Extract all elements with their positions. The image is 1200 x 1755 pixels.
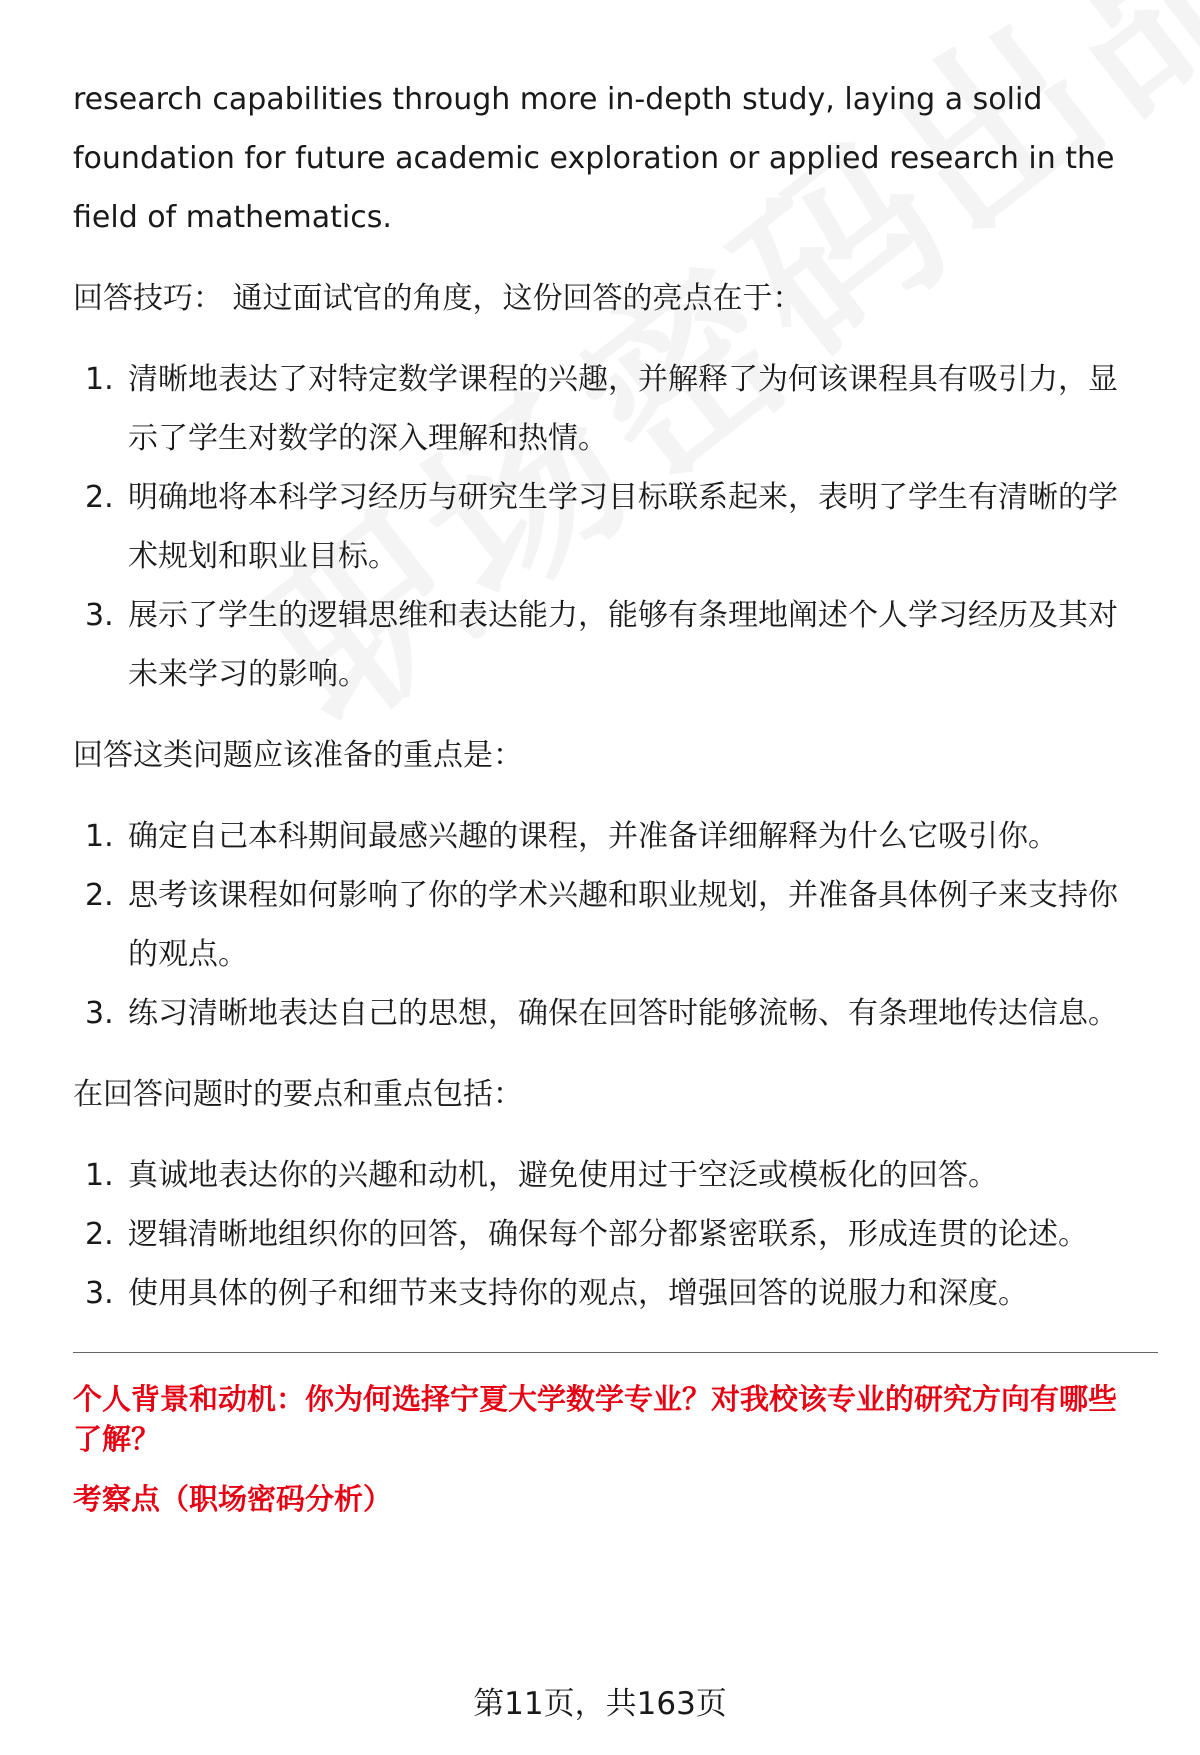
- list-number: 1.: [85, 362, 114, 397]
- list-number: 2.: [85, 1217, 114, 1252]
- section-label-keypoints: 在回答问题时的要点和重点包括：: [73, 1077, 523, 1112]
- list-item: [73, 866, 1143, 984]
- list-item: [73, 468, 1143, 586]
- list-item: [73, 807, 1143, 866]
- list-number: 3.: [85, 996, 114, 1031]
- list-text: 真诚地表达你的兴趣和动机，避免使用过于空泛或模板化的回答。: [128, 1158, 998, 1193]
- list-number: 1.: [85, 1158, 114, 1193]
- list-number: 3.: [85, 1276, 114, 1311]
- list-number: 2.: [85, 878, 114, 913]
- list-item: [73, 350, 1143, 468]
- list-text: 练习清晰地表达自己的思想，确保在回答时能够流畅、有条理地传达信息。: [128, 996, 1118, 1031]
- list-item: [73, 586, 1143, 704]
- list-number: 1.: [85, 819, 114, 854]
- section-divider: [73, 1352, 1158, 1353]
- section-label-prep: 回答这类问题应该准备的重点是：: [73, 738, 523, 773]
- page-number: 第11页，共163页: [473, 1686, 727, 1722]
- list-text: 思考该课程如何影响了你的学术兴趣和职业规划，并准备具体例子来支持你的观点。: [128, 878, 1118, 972]
- analysis-heading: 考察点（职场密码分析）: [73, 1482, 393, 1516]
- list-text: 逻辑清晰地组织你的回答，确保每个部分都紧密联系，形成连贯的论述。: [128, 1217, 1088, 1252]
- section-label-tips: 回答技巧： 通过面试官的角度，这份回答的亮点在于：: [73, 281, 803, 316]
- list-item: [73, 1146, 1143, 1205]
- list-item: [73, 1205, 1143, 1264]
- next-question-title: 个人背景和动机：你为何选择宁夏大学数学专业？对我校该专业的研究方向有哪些了解？: [73, 1382, 1118, 1456]
- tips-list: [73, 350, 1143, 704]
- list-text: 展示了学生的逻辑思维和表达能力，能够有条理地阐述个人学习经历及其对未来学习的影响。: [128, 598, 1118, 692]
- list-number: 2.: [85, 480, 114, 515]
- list-item: [73, 1264, 1143, 1323]
- page-content: [73, 70, 1143, 1519]
- list-text: 使用具体的例子和细节来支持你的观点，增强回答的说服力和深度。: [128, 1276, 1028, 1311]
- keypoints-list: [73, 1146, 1143, 1323]
- list-text: 确定自己本科期间最感兴趣的课程，并准备详细解释为什么它吸引你。: [128, 819, 1058, 854]
- list-text: 明确地将本科学习经历与研究生学习目标联系起来，表明了学生有清晰的学术规划和职业目标。: [128, 480, 1118, 574]
- list-text: 清晰地表达了对特定数学课程的兴趣，并解释了为何该课程具有吸引力，显示了学生对数学的深入理解和热情。: [128, 362, 1118, 456]
- intro-paragraph: research capabilities through more in-depth study, laying a solid foundation for future academic exploration or applied research in the field of mathematics.: [73, 82, 1115, 235]
- list-item: [73, 984, 1143, 1043]
- list-number: 3.: [85, 598, 114, 633]
- prep-list: [73, 807, 1143, 1043]
